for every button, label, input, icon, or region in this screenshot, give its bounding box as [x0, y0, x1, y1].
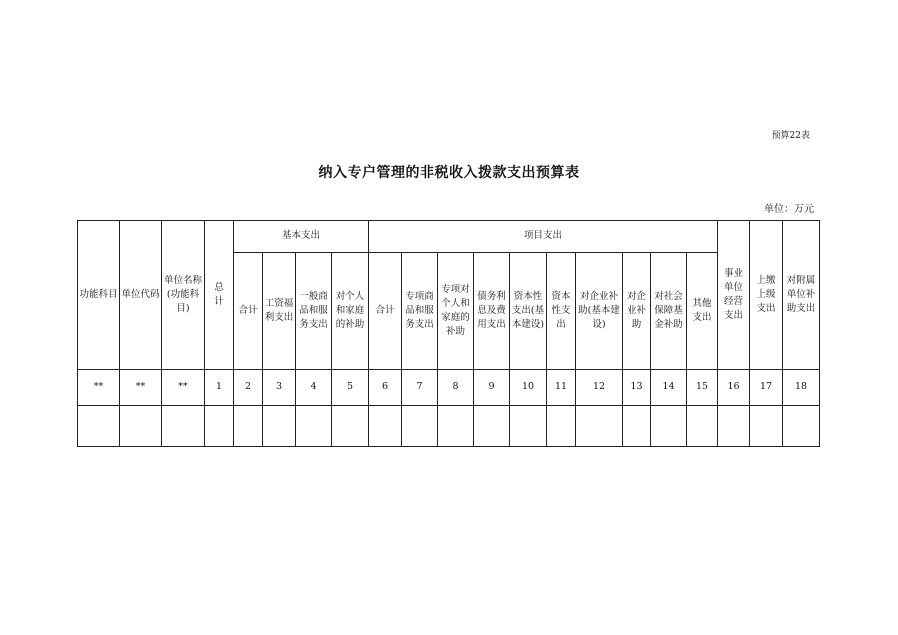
data-cell: [234, 406, 263, 447]
data-cell: [369, 406, 402, 447]
data-cell: [438, 406, 474, 447]
header-unit-code: 单位代码: [120, 221, 162, 370]
header-project-col: 资本性支出(基本建设): [510, 253, 547, 370]
header-project-col: 其他支出: [687, 253, 718, 370]
header-unit-name: 单位名称(功能科目): [162, 221, 205, 370]
header-total: 总计: [205, 221, 234, 370]
data-cell: [576, 406, 623, 447]
data-cell: [332, 406, 369, 447]
data-cell: [718, 406, 750, 447]
number-cell: 5: [332, 370, 369, 406]
header-project-col: 资本性支出: [547, 253, 576, 370]
header-basic-col: 合计: [234, 253, 263, 370]
header-basic-group: 基本支出: [234, 221, 369, 253]
number-cell: 10: [510, 370, 547, 406]
data-cell: [623, 406, 651, 447]
number-cell: 2: [234, 370, 263, 406]
data-cell: [162, 406, 205, 447]
unit-label: 单位：万元: [764, 204, 814, 215]
number-row: [78, 370, 820, 406]
data-cell: [750, 406, 783, 447]
data-cell: [205, 406, 234, 447]
header-project-col: 对社会保障基金补助: [651, 253, 687, 370]
number-cell: 8: [438, 370, 474, 406]
data-cell: [78, 406, 120, 447]
header-project-group: 项目支出: [369, 221, 718, 253]
data-cell: [547, 406, 576, 447]
blank-data-row: [78, 406, 820, 447]
header-shiye: 事业单位经营支出: [718, 221, 750, 370]
number-cell: 3: [263, 370, 296, 406]
data-cell: [510, 406, 547, 447]
header-func-subject: 功能科目: [78, 221, 120, 370]
data-cell: [474, 406, 510, 447]
number-cell: 15: [687, 370, 718, 406]
header-project-col: 专项对个人和家庭的补助: [438, 253, 474, 370]
number-cell: **: [120, 370, 162, 406]
number-cell: 17: [750, 370, 783, 406]
header-basic-col: 对个人和家庭的补助: [332, 253, 369, 370]
number-cell: 9: [474, 370, 510, 406]
number-cell: 7: [402, 370, 438, 406]
header-project-col: 对企业补助(基本建设): [576, 253, 623, 370]
data-cell: [783, 406, 820, 447]
header-project-col: 合计: [369, 253, 402, 370]
data-cell: [651, 406, 687, 447]
data-cell: [296, 406, 332, 447]
header-basic-col: 一般商品和服务支出: [296, 253, 332, 370]
number-cell: **: [78, 370, 120, 406]
header-row-1: [78, 221, 820, 253]
data-cell: [120, 406, 162, 447]
header-shangjiao: 上缴上级支出: [750, 221, 783, 370]
data-cell: [402, 406, 438, 447]
header-project-col: 对企业补助: [623, 253, 651, 370]
number-cell: 18: [783, 370, 820, 406]
number-cell: 12: [576, 370, 623, 406]
number-cell: 14: [651, 370, 687, 406]
form-number: 预算22表: [771, 131, 810, 141]
budget-table: [77, 220, 820, 447]
number-cell: 4: [296, 370, 332, 406]
number-cell: 6: [369, 370, 402, 406]
header-fushu: 对附属单位补助支出: [783, 221, 820, 370]
number-cell: 16: [718, 370, 750, 406]
header-basic-col: 工资福利支出: [263, 253, 296, 370]
header-project-col: 专项商品和服务支出: [402, 253, 438, 370]
data-cell: [687, 406, 718, 447]
number-cell: 1: [205, 370, 234, 406]
number-cell: **: [162, 370, 205, 406]
page-title: 纳入专户管理的非税收入拨款支出预算表: [318, 165, 580, 181]
header-project-col: 债务利息及费用支出: [474, 253, 510, 370]
number-cell: 13: [623, 370, 651, 406]
number-cell: 11: [547, 370, 576, 406]
data-cell: [263, 406, 296, 447]
